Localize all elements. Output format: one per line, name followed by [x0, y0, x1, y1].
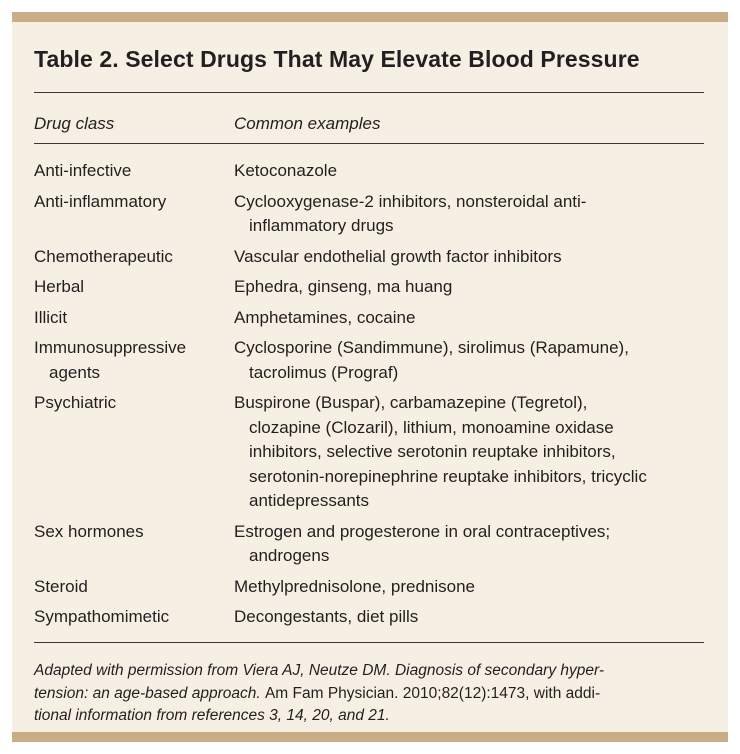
examples-text: Vascular endothelial growth factor inhibitors — [234, 246, 562, 266]
drug-class-text: Anti-infective — [34, 161, 132, 180]
table-row — [34, 306, 704, 331]
examples-cell — [234, 575, 704, 600]
examples-cell — [234, 275, 704, 300]
examples-text: inflammatory drugs — [249, 216, 394, 235]
drug-class-cell — [34, 520, 234, 569]
examples-text: androgens — [249, 546, 330, 565]
drug-class-text: Sex hormones — [34, 521, 144, 541]
drug-class-text: Herbal — [34, 277, 85, 296]
examples-cell — [234, 336, 704, 385]
source-volume: 2010;82(12):1473, with addi- — [398, 684, 601, 702]
examples-text: Decongestants, diet pills — [234, 607, 419, 626]
examples-text: Cyclooxygenase-2 inhibitors, nonsteroidal anti- — [234, 191, 587, 211]
drug-class-cell — [34, 391, 234, 514]
examples-text: Amphetamines, cocaine — [234, 307, 416, 327]
table-row — [34, 391, 704, 514]
examples-text: Ephedra, ginseng, ma huang — [234, 277, 453, 296]
drug-class-text: Immunosuppressive — [34, 338, 187, 357]
source-citation-text: tension: an age-based approach. — [34, 684, 265, 702]
drug-class-cell — [34, 306, 234, 331]
drug-class-text: Psychiatric — [34, 393, 117, 412]
drug-class-text: Chemotherapeutic — [34, 246, 173, 266]
examples-text: Ketoconazole — [234, 161, 338, 180]
drug-class-text: Anti-inflammatory — [34, 191, 167, 211]
table-row — [34, 275, 704, 300]
drug-class-cell — [34, 336, 234, 385]
source-journal: Am Fam Physician. — [264, 684, 399, 702]
drug-class-cell — [34, 275, 234, 300]
examples-cell — [234, 306, 704, 331]
examples-cell — [234, 520, 704, 569]
drug-class-cell — [34, 245, 234, 270]
examples-text: Methylprednisolone, prednisone — [234, 576, 475, 596]
header-divider — [34, 143, 704, 144]
examples-cell — [234, 391, 704, 514]
drug-class-cell — [34, 190, 234, 239]
examples-text: Estrogen and progesterone in oral contraceptives; — [234, 521, 611, 541]
footer-divider — [34, 642, 704, 643]
header-drug-class: Drug class — [34, 114, 115, 133]
table-row — [34, 190, 704, 239]
source-line-3: tional information from references 3, 14, 20, and 21. — [34, 707, 390, 724]
table-body — [34, 159, 704, 636]
source-line-2 — [34, 683, 706, 706]
examples-text: serotonin-norepinephrine reuptake inhibitors, tricyclic — [249, 466, 647, 486]
table-row — [34, 605, 704, 630]
table-row — [34, 575, 704, 600]
drug-class-text: Steroid — [34, 576, 88, 596]
examples-text: tacrolimus (Prograf) — [249, 362, 399, 382]
examples-text: clozapine (Clozaril), lithium, monoamine oxidase — [249, 417, 614, 437]
table-row — [34, 245, 704, 270]
drug-class-cell — [34, 159, 234, 184]
drug-class-text: Illicit — [34, 307, 68, 327]
examples-text: inhibitors, selective serotonin reuptake inhibitors, — [249, 442, 616, 461]
table-row — [34, 336, 704, 385]
title-divider — [34, 92, 704, 93]
drug-class-text: Sympathomimetic — [34, 607, 170, 626]
table-row — [34, 159, 704, 184]
source-note — [34, 660, 706, 728]
source-line-1: Adapted with permission from Viera AJ, Neutze DM. Diagnosis of secondary hyper- — [34, 662, 605, 679]
drug-class-text: agents — [49, 362, 101, 382]
header-common-examples: Common examples — [234, 114, 381, 133]
drug-class-cell — [34, 605, 234, 630]
table-panel — [12, 12, 728, 742]
examples-cell — [234, 605, 704, 630]
examples-cell — [234, 159, 704, 184]
examples-text: Cyclosporine (Sandimmune), sirolimus (Rapamune), — [234, 338, 629, 357]
table-row — [34, 520, 704, 569]
examples-cell — [234, 190, 704, 239]
examples-text: Buspirone (Buspar), carbamazepine (Tegretol), — [234, 393, 588, 412]
examples-text: antidepressants — [249, 491, 370, 510]
table-title: Table 2. Select Drugs That May Elevate Blood Pressure — [34, 46, 640, 72]
examples-cell — [234, 245, 704, 270]
drug-class-cell — [34, 575, 234, 600]
